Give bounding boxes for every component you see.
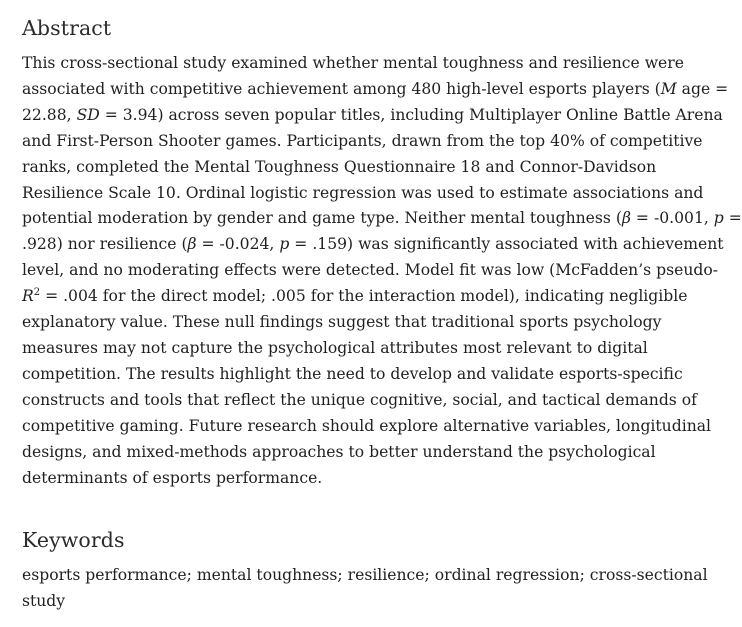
abstract-text-fragment: = .159) was significantly associated with achievement: [289, 235, 724, 254]
abstract-text-fragment: potential moderation by gender and game type. Neither mental toughness (: [22, 209, 622, 228]
keywords-heading: Keywords: [22, 528, 125, 552]
p-symbol: p: [279, 235, 290, 254]
abstract-line: and First-Person Shooter games. Participants, drawn from the top 40% of competitive: [22, 131, 703, 150]
keywords-line: esports performance; mental toughness; resilience; ordinal regression; cross-sectional: [22, 566, 708, 584]
abstract-text-fragment: =: [723, 209, 742, 228]
abstract-line: competition. The results highlight the need to develop and validate esports-specific: [22, 364, 683, 383]
keywords-line: study: [22, 591, 66, 610]
mean-symbol: M: [660, 79, 677, 98]
abstract-text-fragment: 22.88,: [22, 105, 77, 124]
abstract-text-fragment: age =: [676, 79, 729, 98]
beta-symbol: β: [187, 235, 197, 254]
abstract-line: This cross-sectional study examined whether mental toughness and resilience were: [22, 54, 684, 72]
abstract-line: measures may not capture the psychological attributes most relevant to digital: [22, 338, 648, 357]
abstract-text-fragment: = .004 for the direct model; .005 for the interaction model), indicating negligible: [40, 287, 688, 306]
abstract-line: Resilience Scale 10. Ordinal logistic regression was used to estimate associations and: [22, 183, 704, 202]
abstract-line: ranks, completed the Mental Toughness Questionnaire 18 and Connor-Davidson: [22, 157, 657, 176]
abstract-line: [22, 284, 688, 310]
abstract-text-fragment: = -0.001,: [630, 209, 714, 228]
abstract-text-fragment: .928) nor resilience (: [22, 235, 188, 254]
abstract-line: determinants of esports performance.: [22, 468, 323, 487]
abstract-line: competitive gaming. Future research should explore alternative variables, longitudinal: [22, 416, 712, 435]
beta-symbol: β: [621, 209, 631, 228]
abstract-heading: Abstract: [22, 16, 112, 40]
abstract-line: designs, and mixed-methods approaches to better understand the psychological: [22, 442, 656, 461]
p-symbol: p: [713, 209, 724, 228]
abstract-text-fragment: associated with competitive achievement among 480 high-level esports players (: [22, 79, 661, 98]
sd-symbol: SD: [76, 105, 100, 124]
abstract-line: level, and no moderating effects were detected. Model fit was low (McFadden’s pseudo-: [22, 261, 719, 280]
keywords-list: [22, 563, 708, 615]
abstract-line: [22, 232, 724, 258]
abstract-line: [22, 206, 742, 232]
r-symbol: R: [22, 287, 34, 306]
abstract-body: [22, 51, 742, 491]
superscript-2: 2: [33, 287, 41, 299]
abstract-text-fragment: = 3.94) across seven popular titles, including Multiplayer Online Battle Arena: [99, 105, 723, 124]
abstract-line: explanatory value. These null findings suggest that traditional sports psychology: [22, 313, 662, 332]
abstract-text-fragment: = -0.024,: [196, 235, 280, 254]
abstract-line: constructs and tools that reflect the unique cognitive, social, and tactical demands of: [22, 390, 697, 409]
abstract-line: [22, 103, 723, 129]
abstract-line: [22, 77, 729, 103]
